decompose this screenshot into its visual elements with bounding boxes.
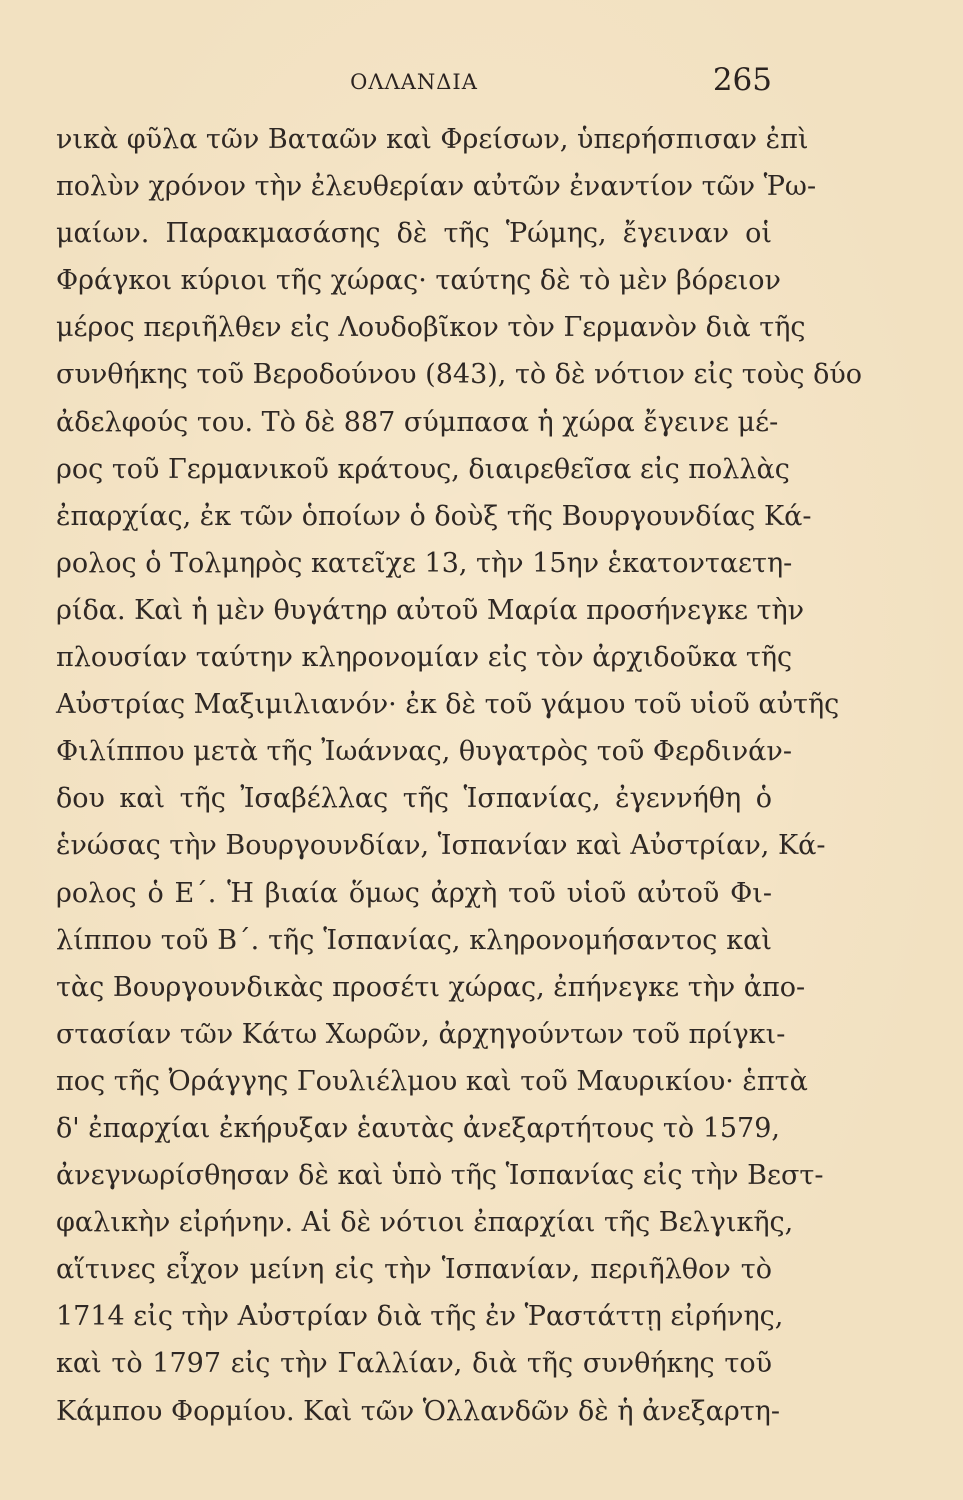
- text-line: αἵτινες εἶχον μείνη εἰς τὴν Ἱσπανίαν, περιῆλθον τὸ: [56, 1254, 772, 1286]
- text-line: νικὰ φῦλα τῶν Βαταῶν καὶ Φρείσων, ὑπερήσπισαν ἐπὶ: [56, 124, 809, 155]
- text-line: ρολος ὁ Τολμηρὸς κατεῖχε 13, τὴν 15ην ἑκατονταετη-: [56, 547, 793, 579]
- running-title: ΟΛΛΑΝΔΙΑ: [350, 70, 478, 94]
- body-text: [56, 116, 863, 1435]
- text-line: δου καὶ τῆς Ἰσαβέλλας τῆς Ἱσπανίας, ἐγεννήθη ὁ: [56, 783, 772, 815]
- text-line: συνθήκης τοῦ Βεροδούνου (843), τὸ δὲ νότιον εἰς τοὺς δύο: [56, 359, 863, 391]
- text-line: μαίων. Παρακμασάσης δὲ τῆς Ῥώμης, ἔγειναν οἱ: [56, 218, 772, 250]
- page-number: 265: [712, 62, 772, 98]
- text-line: ρος τοῦ Γερμανικοῦ κράτους, διαιρεθεῖσα εἰς πολλὰς: [56, 453, 790, 485]
- text-line: μέρος περιῆλθεν εἰς Λουδοβῖκον τὸν Γερμανὸν διὰ τῆς: [56, 312, 806, 344]
- text-line: ἐπαρχίας, ἐκ τῶν ὁποίων ὁ δοὺξ τῆς Βουργουνδίας Κά-: [56, 500, 812, 532]
- text-line: Φιλίππου μετὰ τῆς Ἰωάννας, θυγατρὸς τοῦ Φερδινάν-: [56, 736, 792, 768]
- text-line: στασίαν τῶν Κάτω Χωρῶν, ἀρχηγούντων τοῦ πρίγκι-: [56, 1018, 786, 1050]
- text-line: καὶ τὸ 1797 εἰς τὴν Γαλλίαν, διὰ τῆς συνθήκης τοῦ: [56, 1348, 772, 1380]
- text-line: τὰς Βουργουνδικὰς προσέτι χώρας, ἐπήνεγκε τὴν ἀπο-: [56, 971, 806, 1003]
- text-line: 1714 εἰς τὴν Αὐστρίαν διὰ τῆς ἐν Ῥαστάττῃ εἰρήνης,: [56, 1301, 784, 1333]
- page-header: [56, 62, 772, 106]
- text-line: ρίδα. Καὶ ἡ μὲν θυγάτηρ αὐτοῦ Μαρία προσήνεγκε τὴν: [56, 594, 805, 626]
- text-line: Φράγκοι κύριοι τῆς χώρας· ταύτης δὲ τὸ μὲν βόρειον: [56, 265, 781, 297]
- text-line: ρολος ὁ Ε΄. Ἡ βιαία ὅμως ἀρχὴ τοῦ υἱοῦ αὐτοῦ Φι-: [56, 877, 772, 909]
- text-line: ἑνώσας τὴν Βουργουνδίαν, Ἱσπανίαν καὶ Αὐστρίαν, Κά-: [56, 830, 826, 862]
- text-line: πος τῆς Ὀράγγης Γουλιέλμου καὶ τοῦ Μαυρικίου· ἑπτὰ: [56, 1065, 808, 1097]
- text-line: δ' ἐπαρχίαι ἐκήρυξαν ἑαυτὰς ἀνεξαρτήτους τὸ 1579,: [56, 1112, 780, 1144]
- text-line: Κάμπου Φορμίου. Καὶ τῶν Ὁλλανδῶν δὲ ἡ ἀνεξαρτη-: [56, 1395, 780, 1427]
- text-line: πολὺν χρόνον τὴν ἐλευθερίαν αὐτῶν ἐναντίον τῶν Ῥω-: [56, 171, 817, 203]
- text-line: ἀνεγνωρίσθησαν δὲ καὶ ὑπὸ τῆς Ἱσπανίας εἰς τὴν Βεστ-: [56, 1160, 824, 1192]
- text-line: λίππου τοῦ Β΄. τῆς Ἱσπανίας, κληρονομήσαντος καὶ: [56, 924, 772, 956]
- text-line: ἀδελφούς του. Τὸ δὲ 887 σύμπασα ἡ χώρα ἔγεινε μέ-: [56, 406, 779, 438]
- text-line: Αὐστρίας Μαξιμιλιανόν· ἐκ δὲ τοῦ γάμου τοῦ υἱοῦ αὐτῆς: [56, 689, 840, 721]
- text-line: φαλικὴν εἰρήνην. Αἱ δὲ νότιοι ἐπαρχίαι τῆς Βελγικῆς,: [56, 1207, 794, 1239]
- text-line: πλουσίαν ταύτην κληρονομίαν εἰς τὸν ἀρχιδοῦκα τῆς: [56, 642, 793, 674]
